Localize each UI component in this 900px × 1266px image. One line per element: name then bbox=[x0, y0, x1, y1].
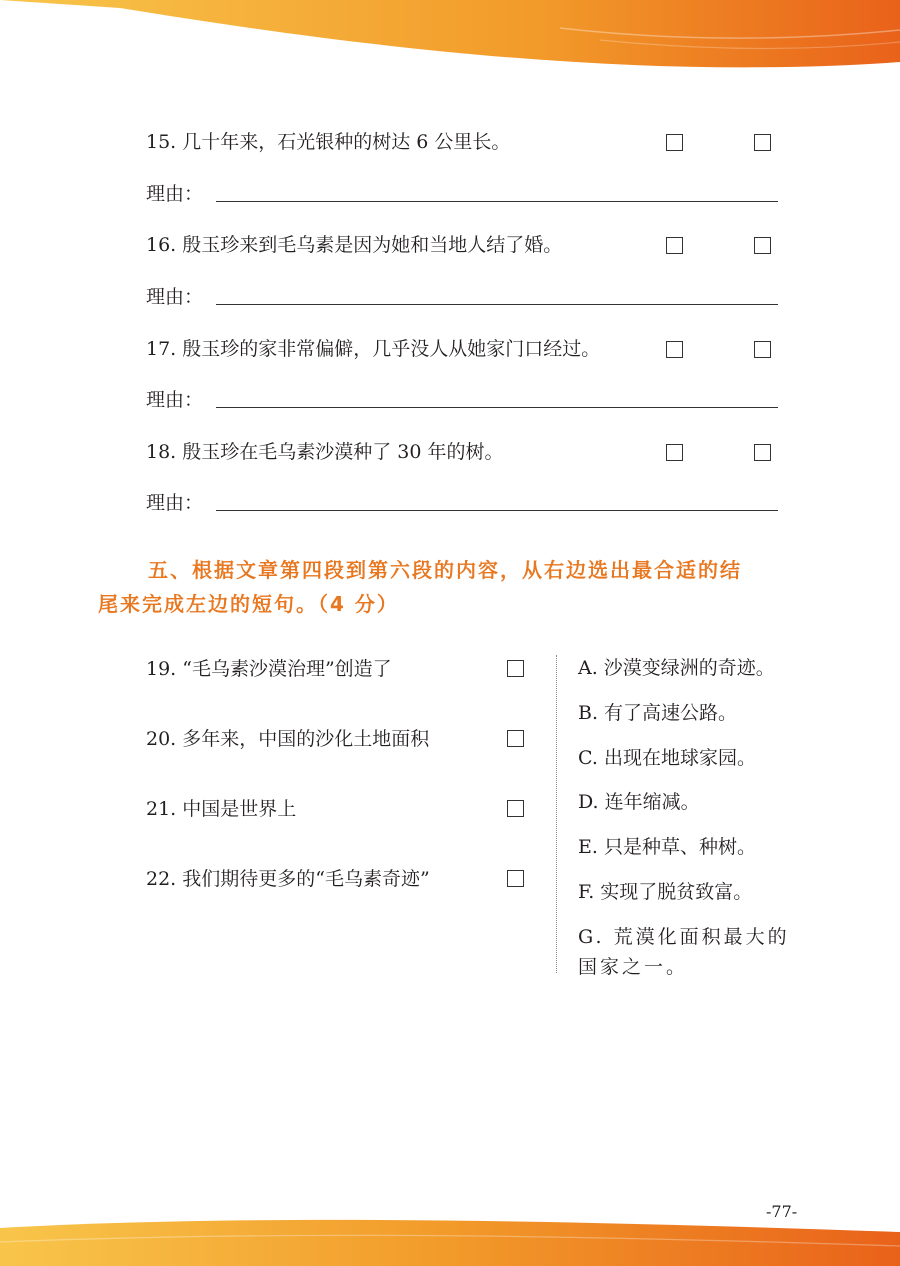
bottom-decorative-band bbox=[0, 1206, 900, 1266]
option-e: E. 只是种草、种树。 bbox=[578, 836, 756, 858]
false-checkbox-17[interactable] bbox=[754, 341, 771, 358]
answer-box-21[interactable] bbox=[507, 800, 524, 817]
page-number: -77- bbox=[766, 1202, 798, 1221]
false-checkbox-15[interactable] bbox=[754, 134, 771, 151]
option-a: A. 沙漠变绿洲的奇迹。 bbox=[578, 657, 775, 679]
reason-label-16: 理由： bbox=[146, 286, 204, 308]
option-b: B. 有了高速公路。 bbox=[578, 702, 738, 724]
reason-answer-line-17[interactable] bbox=[216, 407, 778, 408]
true-checkbox-15[interactable] bbox=[666, 134, 683, 151]
option-c: C. 出现在地球家园。 bbox=[578, 747, 756, 769]
tf-question-18: 18. 殷玉珍在毛乌素沙漠种了 30 年的树。 bbox=[146, 441, 504, 463]
match-prompt-22: 22. 我们期待更多的“毛乌素奇迹” bbox=[146, 868, 430, 890]
answer-box-19[interactable] bbox=[507, 660, 524, 677]
match-prompt-19: 19. “毛乌素沙漠治理”创造了 bbox=[146, 658, 392, 680]
reason-label-15: 理由： bbox=[146, 183, 204, 205]
true-checkbox-17[interactable] bbox=[666, 341, 683, 358]
reason-label-18: 理由： bbox=[146, 492, 204, 514]
section-five-title bbox=[98, 553, 818, 621]
tf-question-15: 15. 几十年来，石光银种的树达 6 公里长。 bbox=[146, 131, 511, 153]
true-checkbox-16[interactable] bbox=[666, 237, 683, 254]
top-decorative-band bbox=[0, 0, 900, 80]
option-d: D. 连年缩减。 bbox=[578, 791, 700, 813]
section-five-title-line2: 尾来完成左边的短句。（4 分） bbox=[98, 592, 399, 616]
false-checkbox-16[interactable] bbox=[754, 237, 771, 254]
reason-answer-line-18[interactable] bbox=[216, 510, 778, 511]
false-checkbox-18[interactable] bbox=[754, 444, 771, 461]
match-prompt-20: 20. 多年来，中国的沙化土地面积 bbox=[146, 728, 430, 750]
reason-label-17: 理由： bbox=[146, 389, 204, 411]
section-five-title-line1: 五、根据文章第四段到第六段的内容，从右边选出最合适的结 bbox=[148, 558, 742, 582]
match-prompt-21: 21. 中国是世界上 bbox=[146, 798, 297, 820]
tf-question-16: 16. 殷玉珍来到毛乌素是因为她和当地人结了婚。 bbox=[146, 234, 563, 256]
option-g: G. 荒漠化面积最大的国家之一。 bbox=[578, 926, 790, 978]
true-checkbox-18[interactable] bbox=[666, 444, 683, 461]
reason-answer-line-16[interactable] bbox=[216, 304, 778, 305]
option-f: F. 实现了脱贫致富。 bbox=[578, 881, 753, 903]
answer-box-22[interactable] bbox=[507, 870, 524, 887]
tf-question-17: 17. 殷玉珍的家非常偏僻，几乎没人从她家门口经过。 bbox=[146, 338, 601, 360]
column-divider bbox=[556, 655, 557, 973]
answer-box-20[interactable] bbox=[507, 730, 524, 747]
reason-answer-line-15[interactable] bbox=[216, 201, 778, 202]
